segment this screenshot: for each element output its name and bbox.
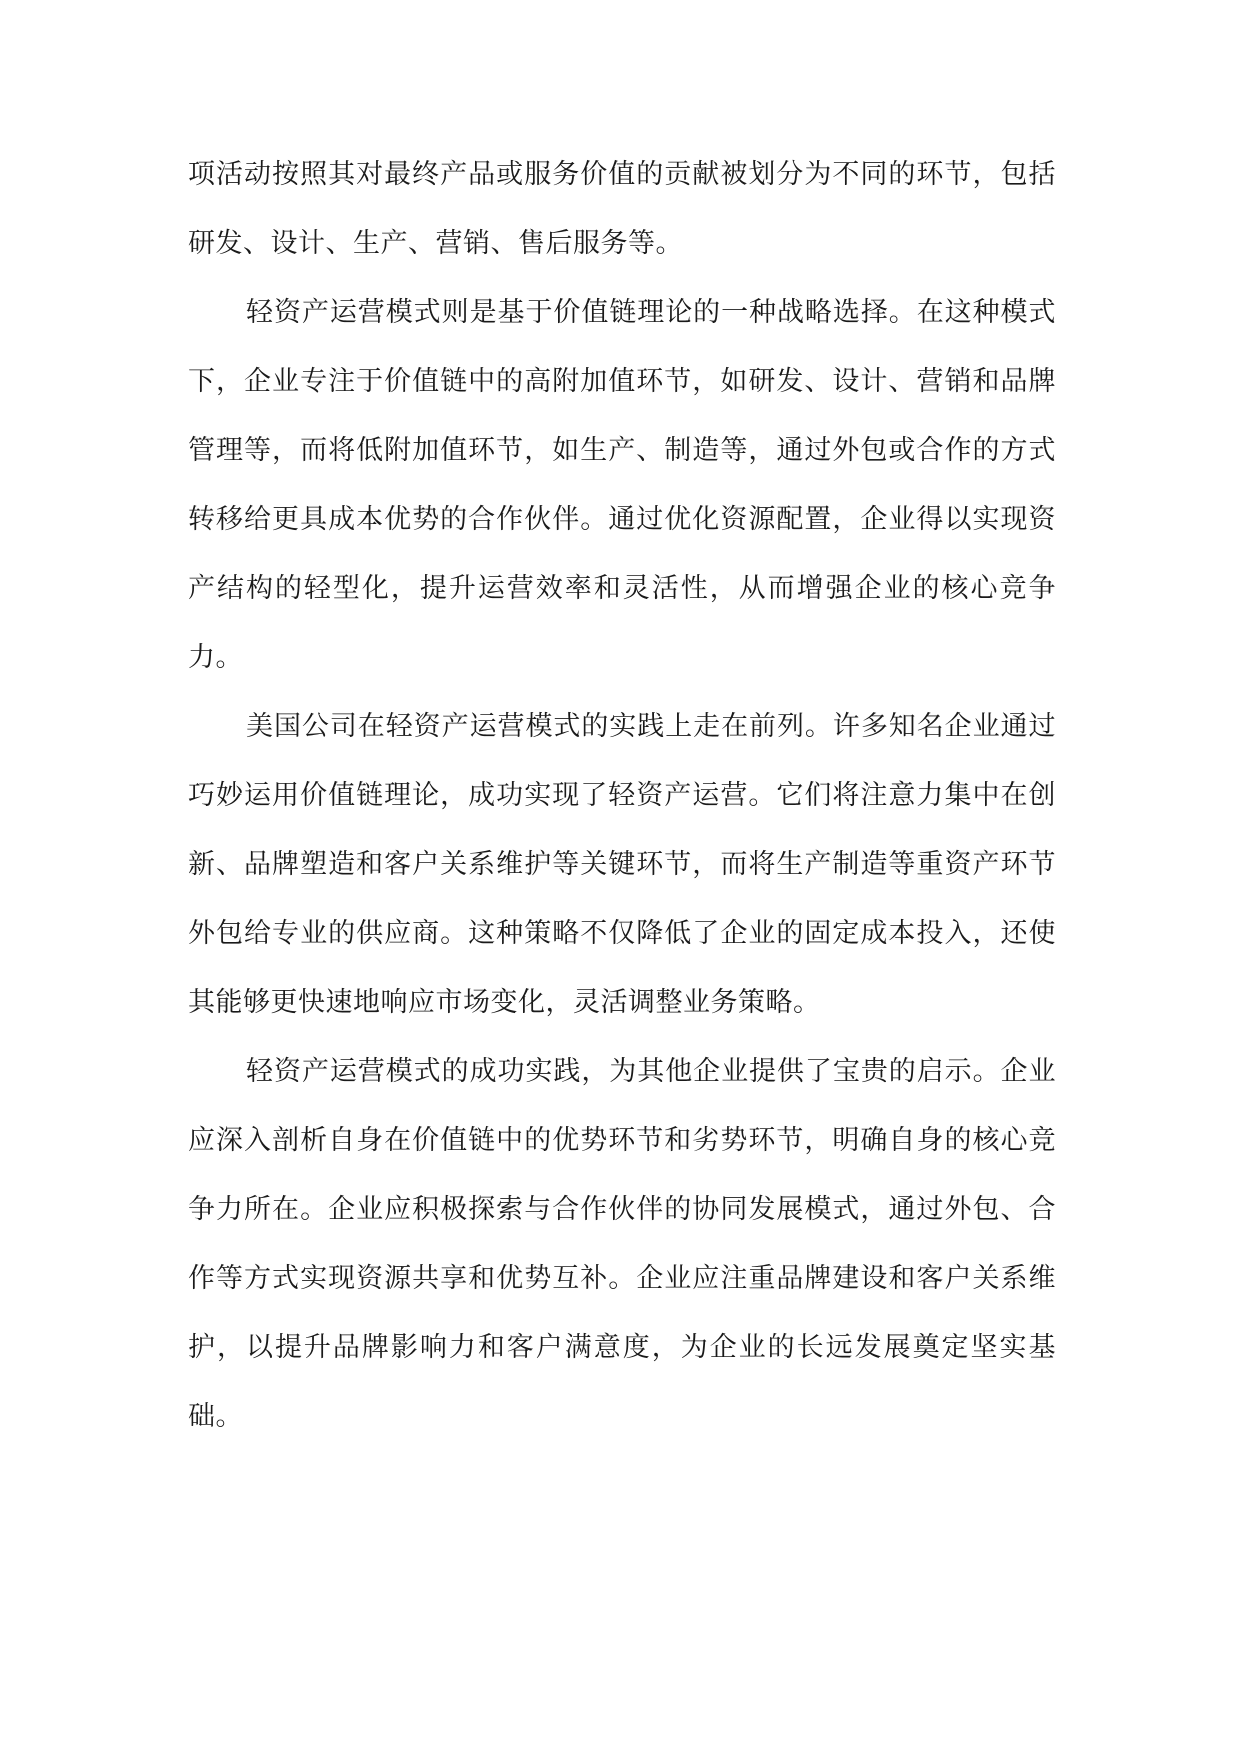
paragraph-4: 轻资产运营模式的成功实践，为其他企业提供了宝贵的启示。企业应深入剖析自身在价值链中的优势环节和劣势环节，明确自身的核心竞争力所在。企业应积极探索与合作伙伴的协同发展模式，通过外包、合作等方式实现资源共享和优势互补。企业应注重品牌建设和客户关系维护，以提升品牌影响力和客户满意度，为企业的长远发展奠定坚实基础。 (188, 1056, 1056, 1432)
paragraph-2: 轻资产运营模式则是基于价值链理论的一种战略选择。在这种模式下，企业专注于价值链中的高附加值环节，如研发、设计、营销和品牌管理等，而将低附加值环节，如生产、制造等，通过外包或合作的方式转移给更具成本优势的合作伙伴。通过优化资源配置，企业得以实现资产结构的轻型化，提升运营效率和灵活性，从而增强企业的核心竞争力。 (188, 297, 1056, 673)
paragraph-1: 项活动按照其对最终产品或服务价值的贡献被划分为不同的环节，包括研发、设计、生产、营销、售后服务等。 (188, 159, 1056, 259)
document-body (188, 140, 1056, 1451)
paragraph-3: 美国公司在轻资产运营模式的实践上走在前列。许多知名企业通过巧妙运用价值链理论，成功实现了轻资产运营。它们将注意力集中在创新、品牌塑造和客户关系维护等关键环节，而将生产制造等重资产环节外包给专业的供应商。这种策略不仅降低了企业的固定成本投入，还使其能够更快速地响应市场变化，灵活调整业务策略。 (188, 711, 1056, 1018)
